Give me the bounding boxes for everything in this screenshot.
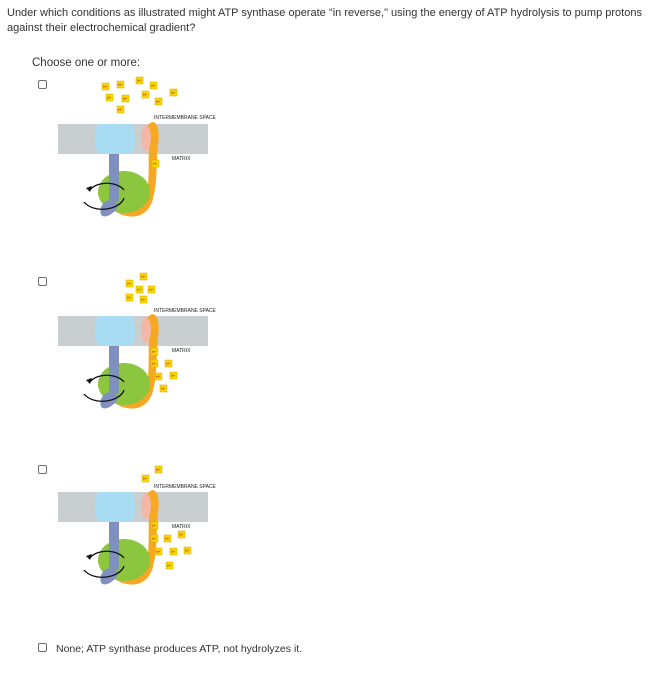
- proton-label: H⁺: [156, 99, 161, 104]
- option-b-checkbox[interactable]: [38, 277, 47, 286]
- proton-label: H⁺: [127, 295, 132, 300]
- proton-label: H⁺: [171, 549, 176, 554]
- proton-label: H⁺: [118, 107, 123, 112]
- matrix-label: MATRIX: [172, 348, 191, 354]
- question-text: Under which conditions as illustrated might ATP synthase operate "in reverse," using the energy of ATP hydrolysis to pump protons against their electrochemical gradient?: [7, 7, 642, 34]
- proton-cluster-intermembrane: [102, 77, 177, 113]
- proton-label: H⁺: [123, 96, 128, 101]
- proton-label: H⁺: [141, 274, 146, 279]
- proton-label: H⁺: [152, 523, 157, 528]
- proton-label: H⁺: [171, 373, 176, 378]
- fo-subunit: [95, 492, 135, 522]
- proton-label: H⁺: [103, 84, 108, 89]
- proton-label: H⁺: [118, 82, 123, 87]
- proton-label: H⁺: [179, 532, 184, 537]
- central-stalk: [109, 520, 119, 570]
- proton-label: H⁺: [107, 95, 112, 100]
- intermembrane-label: INTERMEMBRANE SPACE: [154, 484, 216, 490]
- matrix-label: MATRIX: [172, 524, 191, 530]
- proton-label: H⁺: [171, 90, 176, 95]
- proton-label: H⁺: [166, 361, 171, 366]
- option-b-diagram: [54, 268, 254, 418]
- proton-label: H⁺: [152, 349, 157, 354]
- proton-label: H⁺: [161, 386, 166, 391]
- proton-label: H⁺: [141, 297, 146, 302]
- option-a-diagram: [54, 72, 254, 222]
- proton-cluster-intermembrane: [126, 273, 155, 303]
- proton-label: H⁺: [137, 78, 142, 83]
- matrix-label: MATRIX: [172, 156, 191, 162]
- proton-label: H⁺: [151, 83, 156, 88]
- proton-label: H⁺: [127, 281, 132, 286]
- proton-label: H⁺: [165, 536, 170, 541]
- fo-subunit: [95, 124, 135, 154]
- option-d-label[interactable]: None; ATP synthase produces ATP, not hydrolyzes it.: [56, 643, 303, 655]
- central-stalk: [109, 152, 119, 202]
- proton-label: H⁺: [156, 467, 161, 472]
- proton-label: H⁺: [152, 536, 157, 541]
- proton-label: H⁺: [143, 476, 148, 481]
- proton-cluster-intermembrane: [142, 466, 162, 482]
- option-d-checkbox[interactable]: [38, 643, 47, 652]
- option-c-diagram: [54, 455, 254, 605]
- intermembrane-label: INTERMEMBRANE SPACE: [154, 308, 216, 314]
- proton-label: H⁺: [152, 361, 157, 366]
- proton-label: H⁺: [153, 161, 158, 166]
- proton-label: H⁺: [137, 287, 142, 292]
- central-stalk: [109, 344, 119, 394]
- proton-label: H⁺: [185, 548, 190, 553]
- intermembrane-label: INTERMEMBRANE SPACE: [154, 115, 216, 121]
- proton-label: H⁺: [156, 374, 161, 379]
- proton-label: H⁺: [143, 92, 148, 97]
- option-a-checkbox[interactable]: [38, 80, 47, 89]
- proton-label: H⁺: [156, 549, 161, 554]
- proton-label: H⁺: [167, 563, 172, 568]
- choose-instructions: Choose one or more:: [32, 57, 141, 69]
- proton-label: H⁺: [149, 287, 154, 292]
- option-c-checkbox[interactable]: [38, 465, 47, 474]
- fo-subunit: [95, 316, 135, 346]
